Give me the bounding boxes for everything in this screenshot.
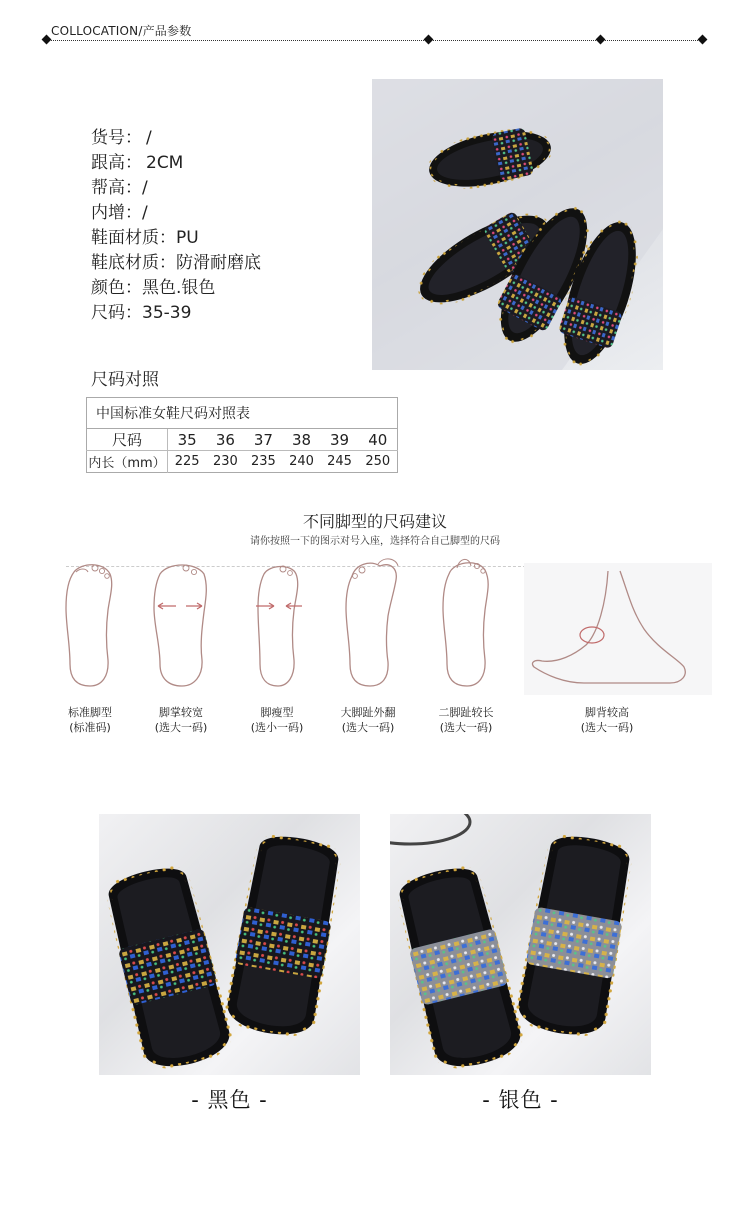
size-cell: 38: [282, 429, 320, 451]
diamond-marker-icon: [596, 35, 606, 45]
spec-list: [91, 126, 261, 326]
spec-value: 黑色.银色: [142, 278, 216, 298]
foot-type-label: [50, 705, 130, 735]
table-caption-row: [87, 398, 398, 429]
foot-type-advice: (选大一码): [439, 721, 493, 734]
length-cell: 235: [251, 454, 276, 469]
row-label: 尺码: [87, 429, 168, 451]
spec-item: [91, 176, 261, 201]
section-header: [0, 0, 750, 60]
size-cell: 36: [206, 429, 244, 451]
foot-guide-subtitle: 请你按照一下的图示对号入座，选择符合自己脚型的尺码: [250, 536, 500, 547]
size-chart-table: [86, 397, 398, 473]
length-cell: 245: [327, 454, 352, 469]
color-label-silver: - 银色 -: [482, 1088, 559, 1112]
spec-item: [91, 151, 261, 176]
spec-value: 2CM: [146, 153, 184, 173]
spec-label: 内增：: [91, 203, 142, 223]
foot-type-label: [141, 705, 221, 735]
silver-sandals-illustration: [390, 814, 651, 1075]
black-sandals-illustration: [99, 814, 360, 1075]
length-cell: 230: [212, 454, 238, 469]
foot-type-name: 标准脚型: [68, 706, 112, 719]
table-row: [87, 429, 398, 451]
length-cell: 250: [365, 454, 391, 469]
foot-type-label: [328, 705, 408, 735]
foot-outline-bunion-icon: [340, 556, 406, 690]
foot-type-name: 脚掌较宽: [159, 706, 203, 719]
spec-value: 防滑耐磨底: [176, 253, 261, 273]
spec-item: [91, 126, 261, 151]
foot-type-advice: (选大一码): [341, 721, 395, 734]
spec-item: [91, 276, 261, 301]
foot-type-label: [426, 705, 506, 735]
foot-type-advice: (选小一码): [250, 721, 304, 734]
spec-item: [91, 301, 261, 326]
length-cell: 240: [289, 454, 314, 469]
table-row: [87, 451, 398, 473]
spec-value: 35-39: [142, 303, 192, 323]
spec-label: 尺码：: [91, 303, 142, 323]
foot-type-name: 二脚趾较长: [438, 706, 494, 719]
foot-type-name: 脚瘦型: [260, 706, 294, 719]
table-caption: 中国标准女鞋尺码对照表: [87, 398, 398, 429]
foot-type-advice: (标准码): [69, 721, 111, 734]
color-label-black: - 黑色 -: [191, 1088, 268, 1112]
foot-outline-narrow-icon: [248, 560, 310, 690]
row-label: 内长（mm）: [87, 451, 168, 473]
foot-type-advice: (选大一码): [154, 721, 208, 734]
spec-label: 鞋底材质：: [91, 253, 176, 273]
product-photo-black: [99, 814, 360, 1075]
spec-label: 帮高：: [91, 178, 142, 198]
spec-label: 鞋面材质：: [91, 228, 176, 248]
foot-outline-standard-icon: [60, 560, 120, 690]
spec-label: 颜色：: [91, 278, 142, 298]
spec-value: /: [146, 128, 152, 148]
section-title: COLLOCATION/产品参数: [51, 24, 192, 38]
spec-value: /: [142, 178, 148, 198]
size-chart-title: 尺码对照: [91, 370, 159, 390]
product-photo-main: [372, 79, 663, 370]
foot-outline-wide-icon: [150, 560, 212, 690]
foot-type-name: 大脚趾外翻: [340, 706, 396, 719]
foot-guide-title: 不同脚型的尺码建议: [302, 512, 447, 531]
size-cell: 37: [244, 429, 282, 451]
spec-item: [91, 201, 261, 226]
foot-type-name: 脚背较高: [585, 706, 629, 719]
length-cell: 225: [174, 454, 200, 469]
spec-item: [91, 251, 261, 276]
diamond-marker-icon: [698, 35, 708, 45]
spec-value: /: [142, 203, 148, 223]
foot-side-high-instep-icon: [524, 563, 712, 695]
diamond-marker-icon: [42, 35, 52, 45]
spec-value: PU: [176, 228, 199, 248]
dotted-divider: [46, 40, 706, 41]
size-cell: 39: [321, 429, 359, 451]
foot-outline-long-second-toe-icon: [435, 556, 497, 690]
diamond-marker-icon: [424, 35, 434, 45]
foot-type-label: [237, 705, 317, 735]
spec-label: 跟高：: [91, 153, 142, 173]
spec-label: 货号：: [91, 128, 142, 148]
spec-item: [91, 226, 261, 251]
product-photo-silver: [390, 814, 651, 1075]
sandals-illustration: [372, 79, 663, 370]
size-cell: 35: [168, 429, 207, 451]
foot-type-label: [567, 705, 647, 735]
size-cell: 40: [359, 429, 398, 451]
foot-type-advice: (选大一码): [580, 721, 634, 734]
